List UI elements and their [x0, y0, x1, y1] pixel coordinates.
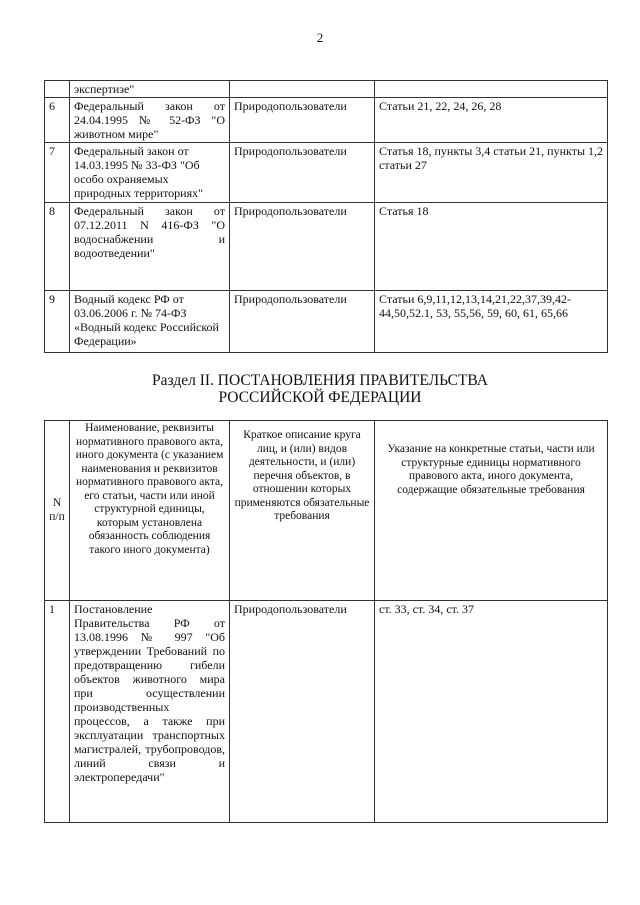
- table-row: [45, 601, 608, 823]
- row-number: 1: [45, 601, 70, 823]
- persons-description: Природопользователи: [230, 203, 375, 291]
- row-number: 6: [45, 98, 70, 143]
- document-name: Федеральный закон от 14.03.1995 № 33-ФЗ "Об особо охраняемых природных территориях": [70, 143, 230, 203]
- header-number: N п/п: [45, 421, 70, 601]
- persons-description: Природопользователи: [230, 291, 375, 353]
- row-number: [45, 81, 70, 98]
- requirements-table-section2: [44, 420, 608, 823]
- requirements-table-section1: [44, 80, 608, 353]
- document-name: экспертизе": [70, 81, 230, 98]
- header-articles: Указание на конкретные статьи, части или структурные единицы нормативного правового акта, иного документа, содержащие обязательные требования: [375, 421, 608, 601]
- persons-description: Природопользователи: [230, 98, 375, 143]
- header-persons: Краткое описание круга лиц, и (или) видов деятельности, и (или) перечня объектов, в отношении которых применяются обязательные требования: [230, 421, 375, 601]
- section-title: Раздел II. ПОСТАНОВЛЕНИЯ ПРАВИТЕЛЬСТВА РОССИЙСКОЙ ФЕДЕРАЦИИ: [152, 372, 488, 406]
- row-number: 8: [45, 203, 70, 291]
- row-number: 9: [45, 291, 70, 353]
- articles-reference: [375, 81, 608, 98]
- row-number: 7: [45, 143, 70, 203]
- table-row: [45, 98, 608, 143]
- articles-reference: Статья 18, пункты 3,4 статьи 21, пункты 1,2 статьи 27: [375, 143, 608, 203]
- document-name: Федеральный закон от 24.04.1995 № 52-ФЗ "О животном мире": [70, 98, 230, 143]
- header-document: Наименование, реквизиты нормативного правового акта, иного документа (с указанием наименования и реквизитов нормативного правового акта, его статьи, части или иной структурной единицы, которым установлена обязанность соблюдения такого иного документа): [70, 421, 230, 601]
- document-name: Постановление Правительства РФ от 13.08.1996 № 997 "Об утверждении Требований по предотвращению гибели объектов животного мира при осуществлении производственных процессов, а также при эксплуатации транспортных магистралей, трубопроводов, линий связи и электропередачи": [70, 601, 230, 823]
- table-row: [45, 203, 608, 291]
- articles-reference: ст. 33, ст. 34, ст. 37: [375, 601, 608, 823]
- articles-reference: Статья 18: [375, 203, 608, 291]
- page-number: 2: [316, 30, 324, 45]
- articles-reference: Статьи 6,9,11,12,13,14,21,22,37,39,42-44,50,52.1, 53, 55,56, 59, 60, 61, 65,66: [375, 291, 608, 353]
- articles-reference: Статьи 21, 22, 24, 26, 28: [375, 98, 608, 143]
- persons-description: Природопользователи: [230, 143, 375, 203]
- persons-description: [230, 81, 375, 98]
- table-row: [45, 81, 608, 98]
- table-row: [45, 143, 608, 203]
- document-name: Водный кодекс РФ от 03.06.2006 г. № 74-ФЗ «Водный кодекс Российской Федерации»: [70, 291, 230, 353]
- persons-description: Природопользователи: [230, 601, 375, 823]
- table-header-row: [45, 421, 608, 601]
- document-name: Федеральный закон от 07.12.2011 N 416-ФЗ "О водоснабжении и водоотведении": [70, 203, 230, 291]
- table-row: [45, 291, 608, 353]
